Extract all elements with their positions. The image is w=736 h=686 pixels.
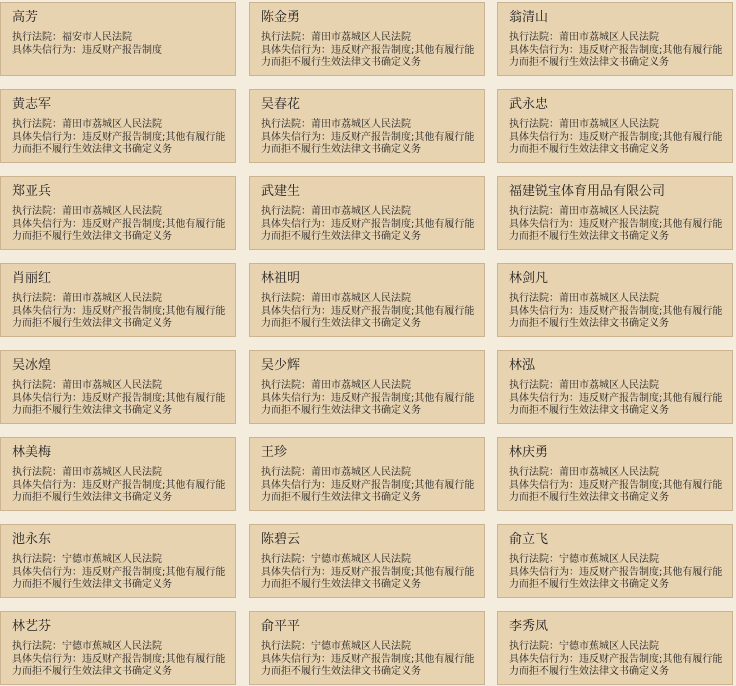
court-label: 执行法院： [12,641,62,652]
behavior-line [509,654,723,678]
behavior-label: 具体失信行为： [509,480,579,491]
person-card[interactable] [0,437,236,511]
court-value: 宁德市蕉城区人民法院 [62,641,162,652]
person-name: 吴春花 [261,97,301,112]
person-card[interactable] [0,350,236,424]
person-name: 林美梅 [12,445,52,460]
person-name: 福建锐宝体育用品有限公司 [509,184,666,199]
behavior-label: 具体失信行为： [12,132,82,143]
person-card[interactable] [497,350,733,424]
person-name: 陈碧云 [261,532,301,547]
behavior-value: 违反财产报告制度;其他有履行能力而拒不履行生效法律文书确定义务 [509,219,723,242]
person-card[interactable] [0,524,236,598]
behavior-value: 违反财产报告制度;其他有履行能力而拒不履行生效法律文书确定义务 [509,132,723,155]
behavior-label: 具体失信行为： [12,567,82,578]
court-line [261,467,475,479]
behavior-label: 具体失信行为： [12,393,82,404]
behavior-line [261,132,475,156]
behavior-line [12,567,226,591]
court-line [509,554,723,566]
court-value: 莆田市荔城区人民法院 [311,119,411,130]
court-value: 宁德市蕉城区人民法院 [311,641,411,652]
behavior-line [509,393,723,417]
person-name: 黄志军 [12,97,52,112]
person-name: 吴少辉 [261,358,301,373]
court-value: 莆田市荔城区人民法院 [62,380,162,391]
behavior-label: 具体失信行为： [509,132,579,143]
court-label: 执行法院： [12,119,62,130]
person-card[interactable] [497,89,733,163]
court-value: 莆田市荔城区人民法院 [311,206,411,217]
behavior-label: 具体失信行为： [509,306,579,317]
behavior-line [509,480,723,504]
court-label: 执行法院： [261,119,311,130]
person-name: 池永东 [12,532,52,547]
behavior-line [12,654,226,678]
behavior-line [12,306,226,330]
person-card[interactable] [0,2,236,76]
behavior-label: 具体失信行为： [261,306,331,317]
behavior-value: 违反财产报告制度;其他有履行能力而拒不履行生效法律文书确定义务 [261,393,475,416]
behavior-label: 具体失信行为： [509,45,579,56]
court-value: 莆田市荔城区人民法院 [311,467,411,478]
behavior-label: 具体失信行为： [12,654,82,665]
court-label: 执行法院： [261,293,311,304]
behavior-value: 违反财产报告制度 [82,45,162,56]
person-card[interactable] [249,350,485,424]
person-card[interactable] [249,524,485,598]
court-line [261,32,475,44]
behavior-label: 具体失信行为： [509,219,579,230]
behavior-value: 违反财产报告制度;其他有履行能力而拒不履行生效法律文书确定义务 [261,567,475,590]
behavior-label: 具体失信行为： [261,654,331,665]
behavior-value: 违反财产报告制度;其他有履行能力而拒不履行生效法律文书确定义务 [509,654,723,677]
behavior-value: 违反财产报告制度;其他有履行能力而拒不履行生效法律文书确定义务 [261,219,475,242]
behavior-label: 具体失信行为： [12,480,82,491]
court-value: 莆田市荔城区人民法院 [311,380,411,391]
behavior-label: 具体失信行为： [509,567,579,578]
court-label: 执行法院： [261,32,311,43]
court-label: 执行法院： [12,206,62,217]
court-value: 莆田市荔城区人民法院 [62,206,162,217]
behavior-label: 具体失信行为： [261,480,331,491]
court-line [509,32,723,44]
behavior-line [12,480,226,504]
behavior-value: 违反财产报告制度;其他有履行能力而拒不履行生效法律文书确定义务 [261,132,475,155]
court-line [509,119,723,131]
court-label: 执行法院： [509,32,559,43]
person-card[interactable] [0,611,236,685]
person-name: 高芳 [12,10,39,25]
person-name: 肖丽红 [12,271,52,286]
court-value: 宁德市蕉城区人民法院 [311,554,411,565]
court-value: 莆田市荔城区人民法院 [559,467,659,478]
person-name: 武建生 [261,184,301,199]
behavior-line [261,219,475,243]
person-card[interactable] [497,176,733,250]
court-label: 执行法院： [509,554,559,565]
behavior-value: 违反财产报告制度;其他有履行能力而拒不履行生效法律文书确定义务 [12,219,226,242]
behavior-line [261,654,475,678]
court-line [509,641,723,653]
court-value: 莆田市荔城区人民法院 [559,119,659,130]
behavior-value: 违反财产报告制度;其他有履行能力而拒不履行生效法律文书确定义务 [261,306,475,329]
court-line [509,206,723,218]
person-card[interactable] [249,611,485,685]
person-card[interactable] [0,176,236,250]
behavior-label: 具体失信行为： [261,219,331,230]
court-label: 执行法院： [261,554,311,565]
person-name: 王珍 [261,445,288,460]
court-value: 莆田市荔城区人民法院 [559,206,659,217]
behavior-value: 违反财产报告制度;其他有履行能力而拒不履行生效法律文书确定义务 [12,306,226,329]
court-line [12,641,226,653]
person-card[interactable] [497,611,733,685]
court-line [261,119,475,131]
behavior-value: 违反财产报告制度;其他有履行能力而拒不履行生效法律文书确定义务 [12,132,226,155]
court-value: 宁德市蕉城区人民法院 [62,554,162,565]
court-line [261,206,475,218]
court-value: 莆田市荔城区人民法院 [311,293,411,304]
court-label: 执行法院： [261,206,311,217]
behavior-line [261,567,475,591]
court-label: 执行法院： [12,467,62,478]
behavior-label: 具体失信行为： [12,306,82,317]
behavior-line [509,567,723,591]
person-name: 李秀凤 [509,619,549,634]
court-value: 莆田市荔城区人民法院 [559,380,659,391]
person-card[interactable] [0,263,236,337]
behavior-label: 具体失信行为： [261,567,331,578]
behavior-line [12,45,226,57]
court-line [12,380,226,392]
person-card[interactable] [497,2,733,76]
behavior-value: 违反财产报告制度;其他有履行能力而拒不履行生效法律文书确定义务 [261,480,475,503]
court-value: 宁德市蕉城区人民法院 [559,554,659,565]
person-card[interactable] [249,263,485,337]
person-card[interactable] [497,437,733,511]
behavior-value: 违反财产报告制度;其他有履行能力而拒不履行生效法律文书确定义务 [509,567,723,590]
person-name: 林艺芬 [12,619,52,634]
court-value: 宁德市蕉城区人民法院 [559,641,659,652]
person-name: 俞立飞 [509,532,549,547]
court-value: 莆田市荔城区人民法院 [62,467,162,478]
court-line [12,206,226,218]
person-card[interactable] [497,524,733,598]
court-label: 执行法院： [261,641,311,652]
behavior-value: 违反财产报告制度;其他有履行能力而拒不履行生效法律文书确定义务 [509,306,723,329]
behavior-value: 违反财产报告制度;其他有履行能力而拒不履行生效法律文书确定义务 [261,654,475,677]
person-card[interactable] [249,437,485,511]
court-label: 执行法院： [12,32,62,43]
person-card[interactable] [249,176,485,250]
behavior-value: 违反财产报告制度;其他有履行能力而拒不履行生效法律文书确定义务 [12,654,226,677]
court-line [12,554,226,566]
behavior-value: 违反财产报告制度;其他有履行能力而拒不履行生效法律文书确定义务 [509,393,723,416]
court-label: 执行法院： [12,293,62,304]
behavior-line [261,393,475,417]
court-label: 执行法院： [261,467,311,478]
behavior-label: 具体失信行为： [261,45,331,56]
behavior-label: 具体失信行为： [261,393,331,404]
behavior-label: 具体失信行为： [509,393,579,404]
behavior-label: 具体失信行为： [261,132,331,143]
behavior-value: 违反财产报告制度;其他有履行能力而拒不履行生效法律文书确定义务 [12,567,226,590]
person-name: 林剑凡 [509,271,549,286]
court-value: 莆田市荔城区人民法院 [311,32,411,43]
person-card[interactable] [497,263,733,337]
court-value: 莆田市荔城区人民法院 [559,293,659,304]
court-label: 执行法院： [509,467,559,478]
behavior-line [509,306,723,330]
person-name: 林泓 [509,358,536,373]
court-line [261,293,475,305]
behavior-value: 违反财产报告制度;其他有履行能力而拒不履行生效法律文书确定义务 [509,480,723,503]
court-label: 执行法院： [509,293,559,304]
behavior-line [509,132,723,156]
behavior-line [12,393,226,417]
court-label: 执行法院： [509,206,559,217]
court-line [509,380,723,392]
person-card[interactable] [249,2,485,76]
behavior-label: 具体失信行为： [12,45,82,56]
behavior-value: 违反财产报告制度;其他有履行能力而拒不履行生效法律文书确定义务 [261,45,475,68]
court-label: 执行法院： [509,380,559,391]
behavior-line [261,480,475,504]
person-name: 林祖明 [261,271,301,286]
court-line [509,293,723,305]
behavior-line [261,306,475,330]
court-value: 福安市人民法院 [62,32,132,43]
behavior-line [12,219,226,243]
court-line [12,32,226,44]
behavior-line [509,219,723,243]
behavior-value: 违反财产报告制度;其他有履行能力而拒不履行生效法律文书确定义务 [509,45,723,68]
court-label: 执行法院： [509,119,559,130]
court-line [12,467,226,479]
person-card[interactable] [0,89,236,163]
person-card[interactable] [249,89,485,163]
court-line [12,119,226,131]
court-line [509,467,723,479]
person-name: 吴冰煌 [12,358,52,373]
court-line [261,641,475,653]
behavior-value: 违反财产报告制度;其他有履行能力而拒不履行生效法律文书确定义务 [12,393,226,416]
court-label: 执行法院： [12,380,62,391]
behavior-label: 具体失信行为： [509,654,579,665]
court-line [261,380,475,392]
court-label: 执行法院： [509,641,559,652]
behavior-value: 违反财产报告制度;其他有履行能力而拒不履行生效法律文书确定义务 [12,480,226,503]
court-line [12,293,226,305]
person-name: 武永忠 [509,97,549,112]
court-label: 执行法院： [261,380,311,391]
person-name: 林庆勇 [509,445,549,460]
behavior-label: 具体失信行为： [12,219,82,230]
person-name: 陈金勇 [261,10,301,25]
behavior-line [509,45,723,69]
court-value: 莆田市荔城区人民法院 [62,119,162,130]
court-line [261,554,475,566]
person-name: 翁清山 [509,10,549,25]
court-value: 莆田市荔城区人民法院 [559,32,659,43]
court-value: 莆田市荔城区人民法院 [62,293,162,304]
person-name: 俞平平 [261,619,301,634]
court-label: 执行法院： [12,554,62,565]
behavior-line [261,45,475,69]
behavior-line [12,132,226,156]
person-name: 郑亚兵 [12,184,52,199]
